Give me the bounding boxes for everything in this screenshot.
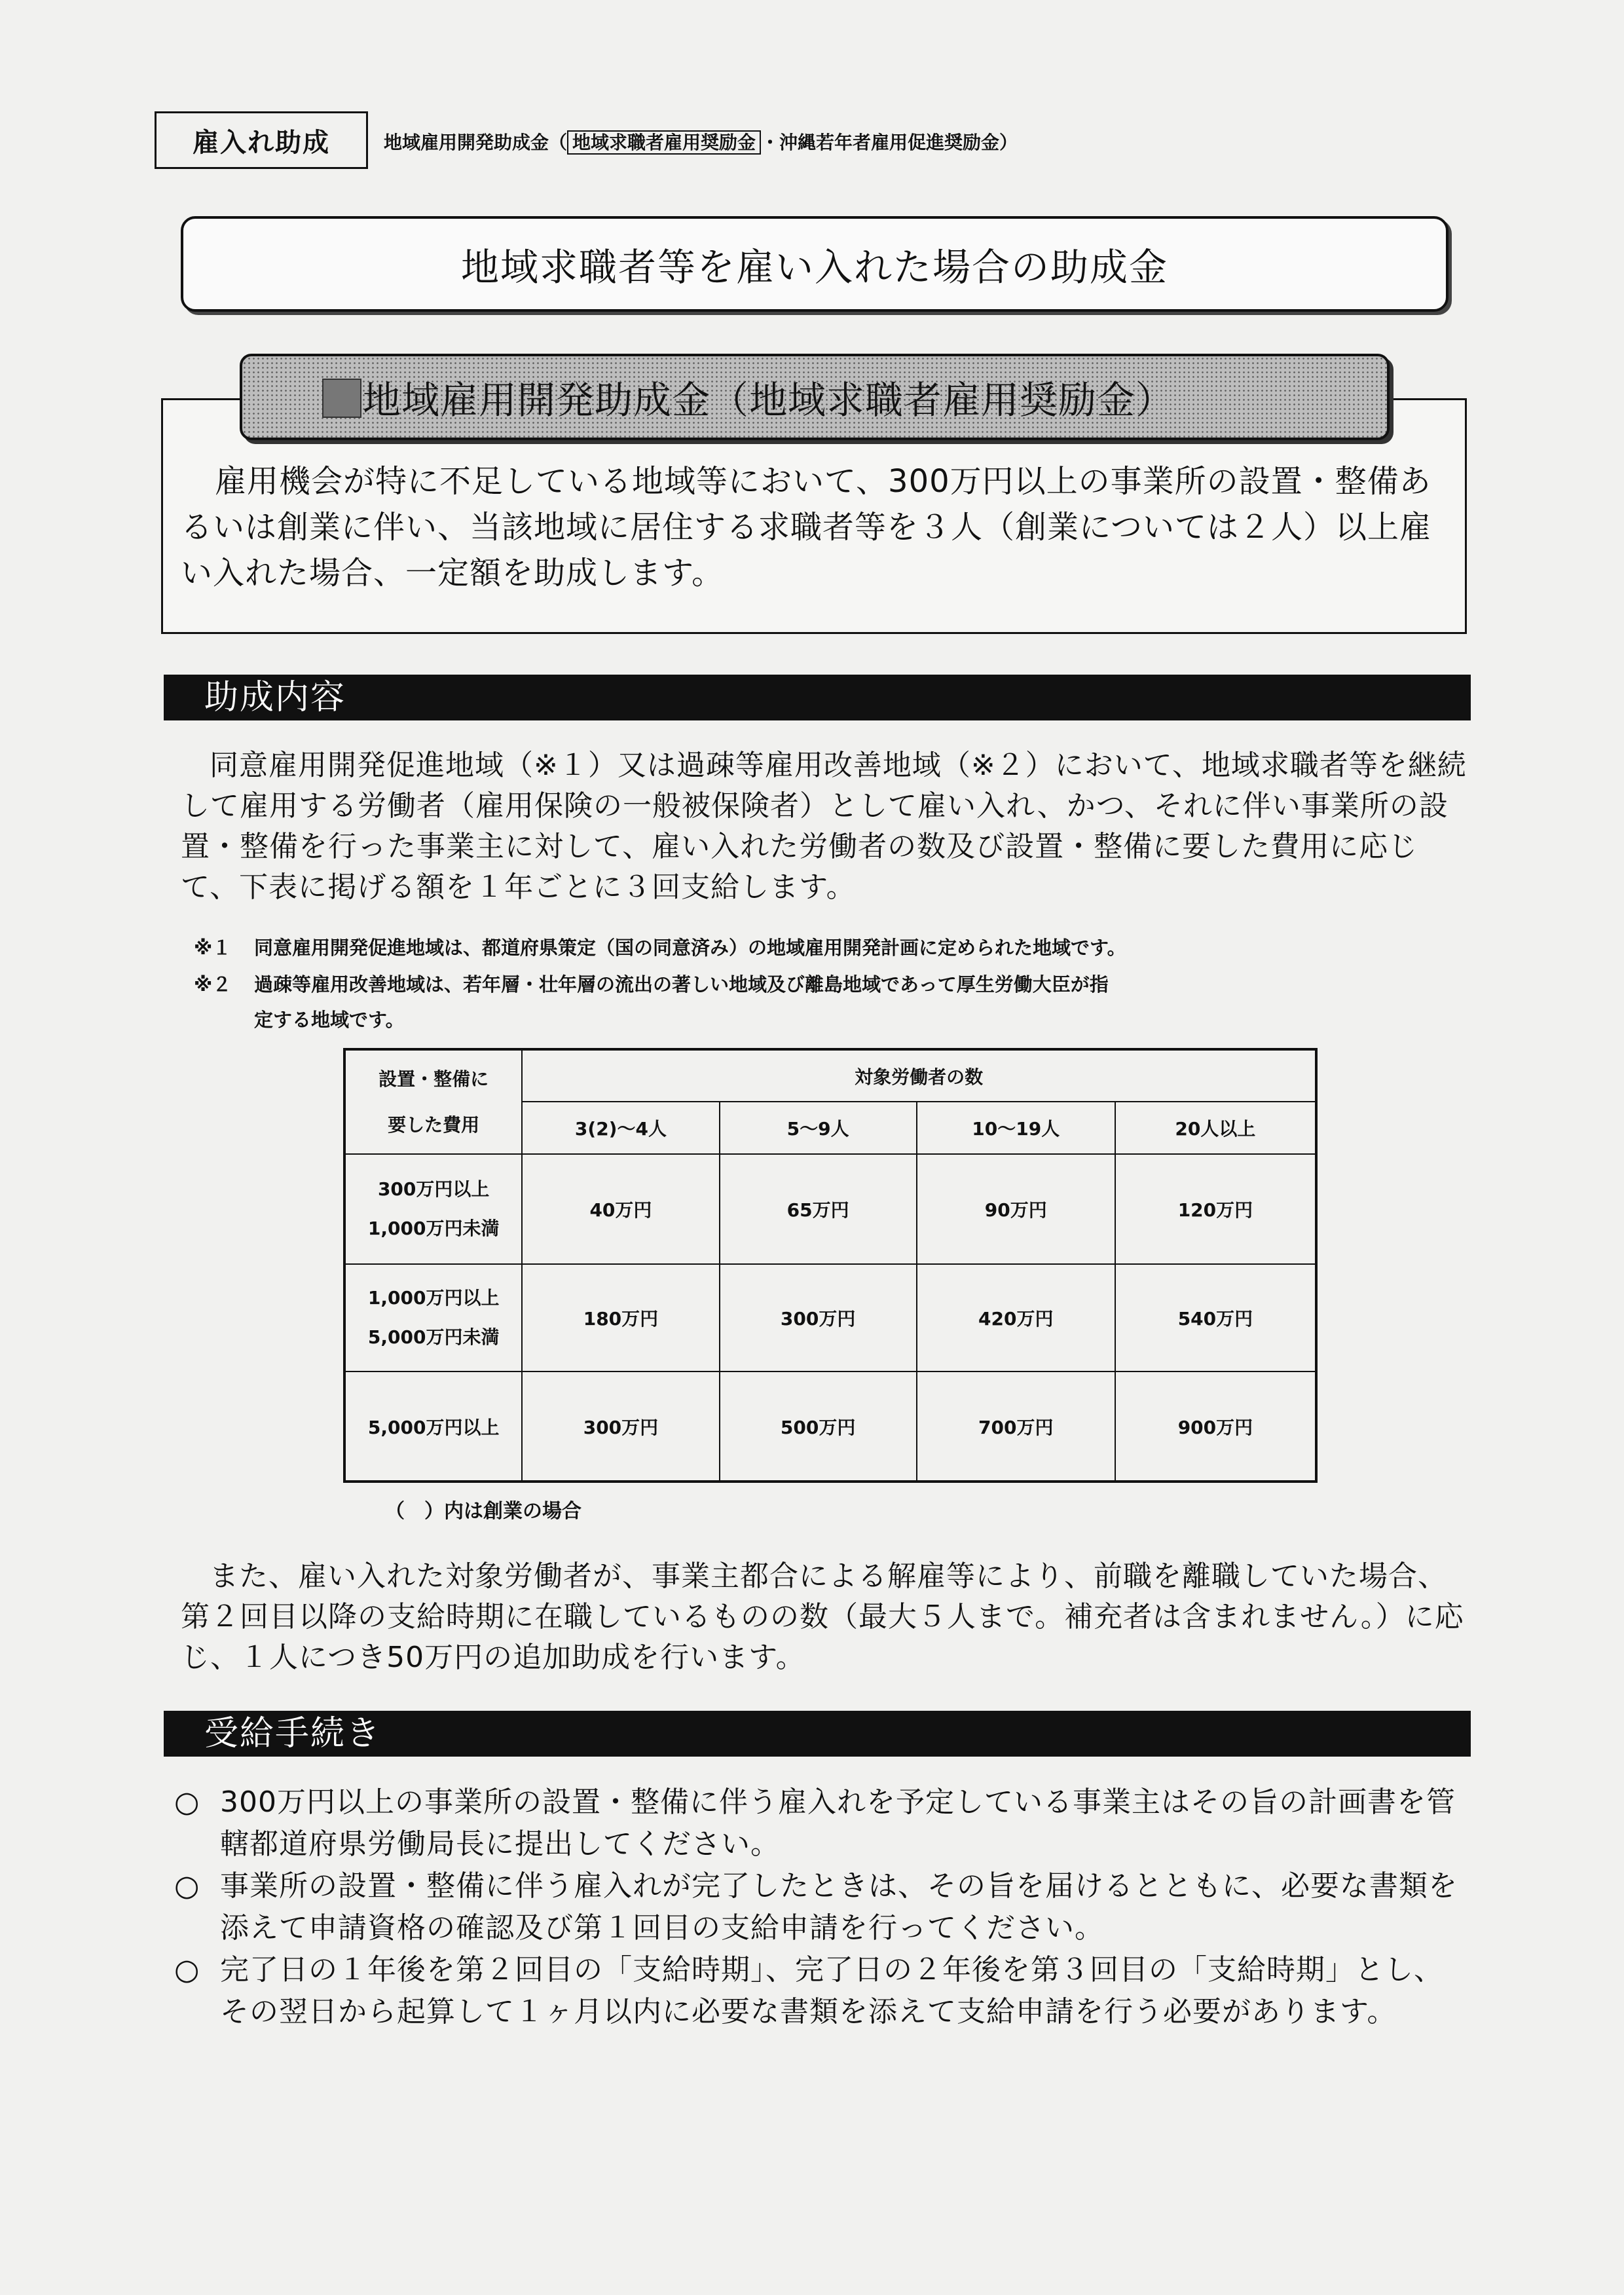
subsidy-table (343, 1048, 1318, 1483)
row-label-line-2: 5,000万円未満 (367, 1326, 500, 1348)
category-line-suffix: ・沖縄若年者雇用促進奨励金） (761, 132, 1018, 153)
table-cell: 65万円 (720, 1154, 917, 1264)
list-item-text: 完了日の１年後を第２回目の「支給時期」、完了日の２年後を第３回目の「支給時期」とし、その翌日から起算して１ヶ月以内に必要な書類を添えて支給申請を行う必要があります。 (220, 1953, 1443, 2028)
intro-text: 雇用機会が特に不足している地域等において、300万円以上の事業所の設置・整備あるいは創業に伴い、当該地域に居住する求職者等を３人（創業については２人）以上雇い入れた場合、一定額を助成します。 (181, 463, 1432, 591)
section-heading-procedure: 受給手続き (164, 1711, 1471, 1757)
table-cell: 500万円 (720, 1371, 917, 1482)
table-row (344, 1264, 1316, 1371)
circle-bullet-icon: ○ (174, 1869, 200, 1903)
list-item (174, 1865, 1471, 1949)
table-row (344, 1371, 1316, 1482)
table-col-header: 3(2)～4人 (522, 1102, 719, 1154)
table-note: （ ）内は創業の場合 (385, 1500, 581, 1523)
row-label-line-1: 300万円以上 (377, 1178, 490, 1200)
table-col-header: 10～19人 (917, 1102, 1115, 1154)
table-cell: 900万円 (1115, 1371, 1316, 1482)
table-cell: 700万円 (917, 1371, 1115, 1482)
table-cell: 300万円 (522, 1371, 719, 1482)
note-2-continued (194, 1002, 1471, 1037)
page-title: 地域求職者等を雇い入れた場合の助成金 (181, 216, 1449, 312)
table-col-header: 20人以上 (1115, 1102, 1316, 1154)
section1-paragraph: 同意雇用開発促進地域（※１）又は過疎等雇用改善地域（※２）において、地域求職者等を継続して雇用する労働者（雇用保険の一般被保険者）として雇い入れ、かつ、それに伴い事業所の設置・整備を行った事業主に対して、雇い入れた労働者の数及び設置・整備に要した費用に応じて、下表に掲げる額を１年ごとに３回支給します。 (181, 749, 1467, 904)
category-line-prefix: 地域雇用開発助成金（ (384, 132, 568, 153)
list-item-text: 300万円以上の事業所の設置・整備に伴う雇入れを予定している事業主はその旨の計画書を管轄都道府県労働局長に提出してください。 (220, 1785, 1456, 1861)
note-1-text: 同意雇用開発促進地域は、都道府県策定（国の同意済み）の地域雇用開発計画に定められた地域です。 (254, 937, 1126, 959)
table-row-label: 5,000万円以上 (344, 1371, 522, 1482)
table-row (344, 1154, 1316, 1264)
table-cell: 540万円 (1115, 1264, 1316, 1371)
section-heading-subsidy-content: 助成内容 (164, 675, 1471, 720)
circle-bullet-icon: ○ (174, 1785, 200, 1819)
procedure-list (174, 1782, 1471, 2033)
table-row-label (344, 1264, 522, 1371)
table-cell: 300万円 (720, 1264, 917, 1371)
corner-line-1: 設置・整備に (378, 1068, 489, 1090)
table-cell: 40万円 (522, 1154, 719, 1264)
category-line-highlight: 地域求職者雇用奨励金 (567, 130, 761, 155)
note-1 (194, 930, 1471, 965)
note-2-text: 過疎等雇用改善地域は、若年層・壮年層の流出の著しい地域及び離島地域であって厚生労働大臣が指 (254, 973, 1109, 996)
table-cell: 120万円 (1115, 1154, 1316, 1264)
row-label-line-2: 1,000万円未満 (367, 1218, 500, 1239)
category-label: 雇入れ助成 (155, 111, 368, 169)
list-item-text: 事業所の設置・整備に伴う雇入れが完了したときは、その旨を届けるとともに、必要な書類を添えて申請資格の確認及び第１回目の支給申請を行ってください。 (220, 1869, 1458, 1945)
row-label-line-1: 1,000万円以上 (367, 1287, 500, 1309)
note-2 (194, 967, 1471, 1002)
list-item (174, 1949, 1471, 2033)
table-cell: 90万円 (917, 1154, 1115, 1264)
section1-paragraph-2: また、雇い入れた対象労働者が、事業主都合による解雇等により、前職を離職していた場合、第２回目以降の支給時期に在職しているものの数（最大５人まで。補充者は含まれません。）に応じ、１人につき50万円の追加助成を行います。 (181, 1559, 1464, 1674)
square-icon (322, 379, 361, 418)
note-2-cont-text: 定する地域です。 (254, 1009, 405, 1031)
table-col-header: 5～9人 (720, 1102, 917, 1154)
note-1-mark: ※１ (194, 937, 232, 959)
table-group-header: 対象労働者の数 (522, 1049, 1316, 1102)
category-line (384, 128, 1018, 155)
table-cell: 180万円 (522, 1264, 719, 1371)
table-cell: 420万円 (917, 1264, 1115, 1371)
circle-bullet-icon: ○ (174, 1953, 200, 1987)
list-item (174, 1782, 1471, 1865)
table-row-label (344, 1154, 522, 1264)
intro-heading-text: 地域雇用開発助成金（地域求職者雇用奨励金） (363, 378, 1175, 422)
note-2-mark: ※２ (194, 973, 232, 996)
intro-heading (240, 354, 1390, 440)
corner-line-2: 要した費用 (388, 1113, 480, 1136)
table-corner-header (344, 1049, 522, 1154)
